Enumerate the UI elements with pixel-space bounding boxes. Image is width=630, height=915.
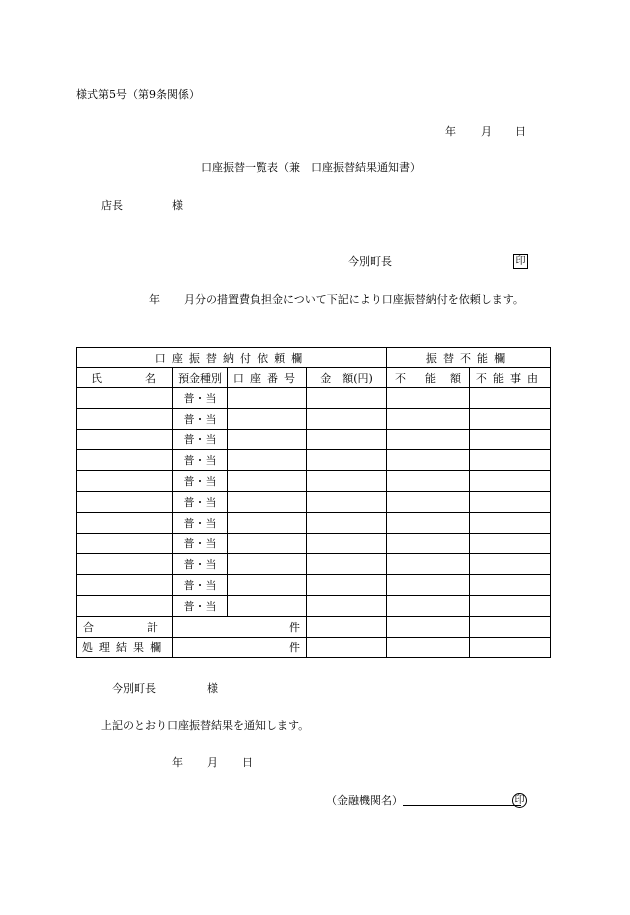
col-name-l: 氏 bbox=[91, 371, 102, 385]
account-number-cell[interactable] bbox=[228, 429, 307, 450]
fail-reason-cell[interactable] bbox=[470, 491, 551, 512]
col-fail-amount-l: 不 bbox=[395, 371, 407, 385]
deposit-type-cell: 普・当 bbox=[173, 533, 228, 554]
total-fail-amount-cell[interactable] bbox=[387, 616, 470, 637]
date-month-label: 月 bbox=[481, 125, 492, 138]
addressee-sama: 様 bbox=[172, 199, 183, 212]
name-cell[interactable] bbox=[77, 388, 173, 409]
col-amount-header: 金 額(円) bbox=[307, 368, 387, 388]
deposit-type-cell: 普・当 bbox=[173, 575, 228, 596]
transfer-table bbox=[76, 347, 551, 658]
amount-cell[interactable] bbox=[307, 450, 387, 471]
notice-year: 年 bbox=[172, 756, 183, 769]
deposit-type-cell: 普・当 bbox=[173, 491, 228, 512]
seal-icon: 印 bbox=[513, 254, 528, 269]
total-label-r: 計 bbox=[147, 620, 158, 634]
col-fail-reason-header: 不能事由 bbox=[470, 368, 551, 388]
addressee-name: 店長 bbox=[101, 199, 123, 212]
account-number-cell[interactable] bbox=[228, 595, 307, 616]
table-row bbox=[77, 512, 551, 533]
account-number-cell[interactable] bbox=[228, 388, 307, 409]
name-cell[interactable] bbox=[77, 533, 173, 554]
fail-amount-cell[interactable] bbox=[387, 388, 470, 409]
name-cell[interactable] bbox=[77, 429, 173, 450]
total-amount-cell[interactable] bbox=[307, 616, 387, 637]
fail-amount-cell[interactable] bbox=[387, 575, 470, 596]
name-cell[interactable] bbox=[77, 595, 173, 616]
account-number-cell[interactable] bbox=[228, 554, 307, 575]
name-cell[interactable] bbox=[77, 575, 173, 596]
fail-reason-cell[interactable] bbox=[470, 450, 551, 471]
account-number-cell[interactable] bbox=[228, 408, 307, 429]
deposit-type-cell: 普・当 bbox=[173, 471, 228, 492]
fail-amount-cell[interactable] bbox=[387, 471, 470, 492]
deposit-type-cell: 普・当 bbox=[173, 429, 228, 450]
notice-sama: 様 bbox=[207, 682, 218, 695]
fail-amount-cell[interactable] bbox=[387, 533, 470, 554]
deposit-type-cell: 普・当 bbox=[173, 512, 228, 533]
result-row bbox=[77, 637, 551, 658]
fail-amount-cell[interactable] bbox=[387, 512, 470, 533]
notice-day: 日 bbox=[242, 756, 253, 769]
amount-cell[interactable] bbox=[307, 388, 387, 409]
account-number-cell[interactable] bbox=[228, 491, 307, 512]
section-request-header: 口座振替納付依頼欄 bbox=[77, 348, 387, 368]
result-label: 処理結果欄 bbox=[77, 637, 173, 658]
table-row bbox=[77, 429, 551, 450]
amount-cell[interactable] bbox=[307, 595, 387, 616]
table-row bbox=[77, 554, 551, 575]
fail-amount-cell[interactable] bbox=[387, 408, 470, 429]
request-year: 年 bbox=[149, 293, 160, 306]
fail-amount-cell[interactable] bbox=[387, 429, 470, 450]
deposit-type-cell: 普・当 bbox=[173, 595, 228, 616]
amount-cell[interactable] bbox=[307, 554, 387, 575]
name-cell[interactable] bbox=[77, 450, 173, 471]
result-count: 件 bbox=[173, 637, 307, 658]
table-row bbox=[77, 595, 551, 616]
sender-name: 今別町長 bbox=[348, 255, 392, 268]
total-count: 件 bbox=[173, 616, 307, 637]
fail-reason-cell[interactable] bbox=[470, 388, 551, 409]
col-account-header: 口座番号 bbox=[228, 368, 307, 388]
amount-cell[interactable] bbox=[307, 575, 387, 596]
amount-cell[interactable] bbox=[307, 512, 387, 533]
amount-cell[interactable] bbox=[307, 471, 387, 492]
fail-reason-cell[interactable] bbox=[470, 471, 551, 492]
amount-cell[interactable] bbox=[307, 429, 387, 450]
total-label bbox=[77, 616, 173, 637]
col-type-header: 預金種別 bbox=[173, 368, 228, 388]
name-cell[interactable] bbox=[77, 491, 173, 512]
total-row bbox=[77, 616, 551, 637]
amount-cell[interactable] bbox=[307, 491, 387, 512]
table-row bbox=[77, 388, 551, 409]
fail-amount-cell[interactable] bbox=[387, 595, 470, 616]
table-row bbox=[77, 450, 551, 471]
fail-reason-cell[interactable] bbox=[470, 575, 551, 596]
fail-reason-cell[interactable] bbox=[470, 408, 551, 429]
col-name-r: 名 bbox=[145, 371, 156, 385]
account-number-cell[interactable] bbox=[228, 450, 307, 471]
notice-addressee: 今別町長 bbox=[112, 682, 156, 695]
amount-cell[interactable] bbox=[307, 533, 387, 554]
deposit-type-cell: 普・当 bbox=[173, 388, 228, 409]
table-row bbox=[77, 471, 551, 492]
name-cell[interactable] bbox=[77, 471, 173, 492]
result-amount-cell[interactable] bbox=[307, 637, 387, 658]
account-number-cell[interactable] bbox=[228, 512, 307, 533]
table-section-header bbox=[77, 348, 551, 368]
fail-reason-cell[interactable] bbox=[470, 429, 551, 450]
bank-name-line bbox=[403, 794, 521, 806]
bank-name-field[interactable] bbox=[326, 794, 521, 806]
table-row bbox=[77, 408, 551, 429]
date-day-label: 日 bbox=[515, 125, 526, 138]
col-fail-amount-header bbox=[387, 368, 470, 388]
fail-amount-cell[interactable] bbox=[387, 450, 470, 471]
amount-cell[interactable] bbox=[307, 408, 387, 429]
form-number: 様式第5号（第9条関係） bbox=[76, 88, 200, 101]
section-failed-header: 振替不能欄 bbox=[387, 348, 551, 368]
date-year-label: 年 bbox=[445, 125, 456, 138]
notice-text: 上記のとおり口座振替結果を通知します。 bbox=[101, 719, 310, 732]
result-fail-amount-cell[interactable] bbox=[387, 637, 470, 658]
fail-reason-cell[interactable] bbox=[470, 554, 551, 575]
account-number-cell[interactable] bbox=[228, 575, 307, 596]
fail-reason-cell[interactable] bbox=[470, 533, 551, 554]
deposit-type-cell: 普・当 bbox=[173, 450, 228, 471]
col-fail-amount-r: 額 bbox=[450, 371, 462, 385]
total-fail-reason-cell[interactable] bbox=[470, 616, 551, 637]
total-label-l: 合 bbox=[83, 620, 94, 634]
table-row bbox=[77, 491, 551, 512]
account-number-cell[interactable] bbox=[228, 533, 307, 554]
name-cell[interactable] bbox=[77, 512, 173, 533]
document-title: 口座振替一覧表（兼 口座振替結果通知書） bbox=[201, 161, 421, 174]
notice-month: 月 bbox=[207, 756, 218, 769]
deposit-type-cell: 普・当 bbox=[173, 554, 228, 575]
col-name-header bbox=[77, 368, 173, 388]
seal-round-icon: 印 bbox=[512, 793, 527, 808]
table-row bbox=[77, 575, 551, 596]
name-cell[interactable] bbox=[77, 408, 173, 429]
col-fail-amount-m: 能 bbox=[425, 371, 437, 385]
fail-reason-cell[interactable] bbox=[470, 512, 551, 533]
table-column-header bbox=[77, 368, 551, 388]
table-row bbox=[77, 533, 551, 554]
result-fail-reason-cell[interactable] bbox=[470, 637, 551, 658]
bank-name-label: （金融機関名） bbox=[326, 794, 403, 807]
fail-amount-cell[interactable] bbox=[387, 491, 470, 512]
name-cell[interactable] bbox=[77, 554, 173, 575]
deposit-type-cell: 普・当 bbox=[173, 408, 228, 429]
fail-amount-cell[interactable] bbox=[387, 554, 470, 575]
request-body: 月分の措置費負担金について下記により口座振替納付を依頼します。 bbox=[184, 293, 524, 306]
fail-reason-cell[interactable] bbox=[470, 595, 551, 616]
account-number-cell[interactable] bbox=[228, 471, 307, 492]
